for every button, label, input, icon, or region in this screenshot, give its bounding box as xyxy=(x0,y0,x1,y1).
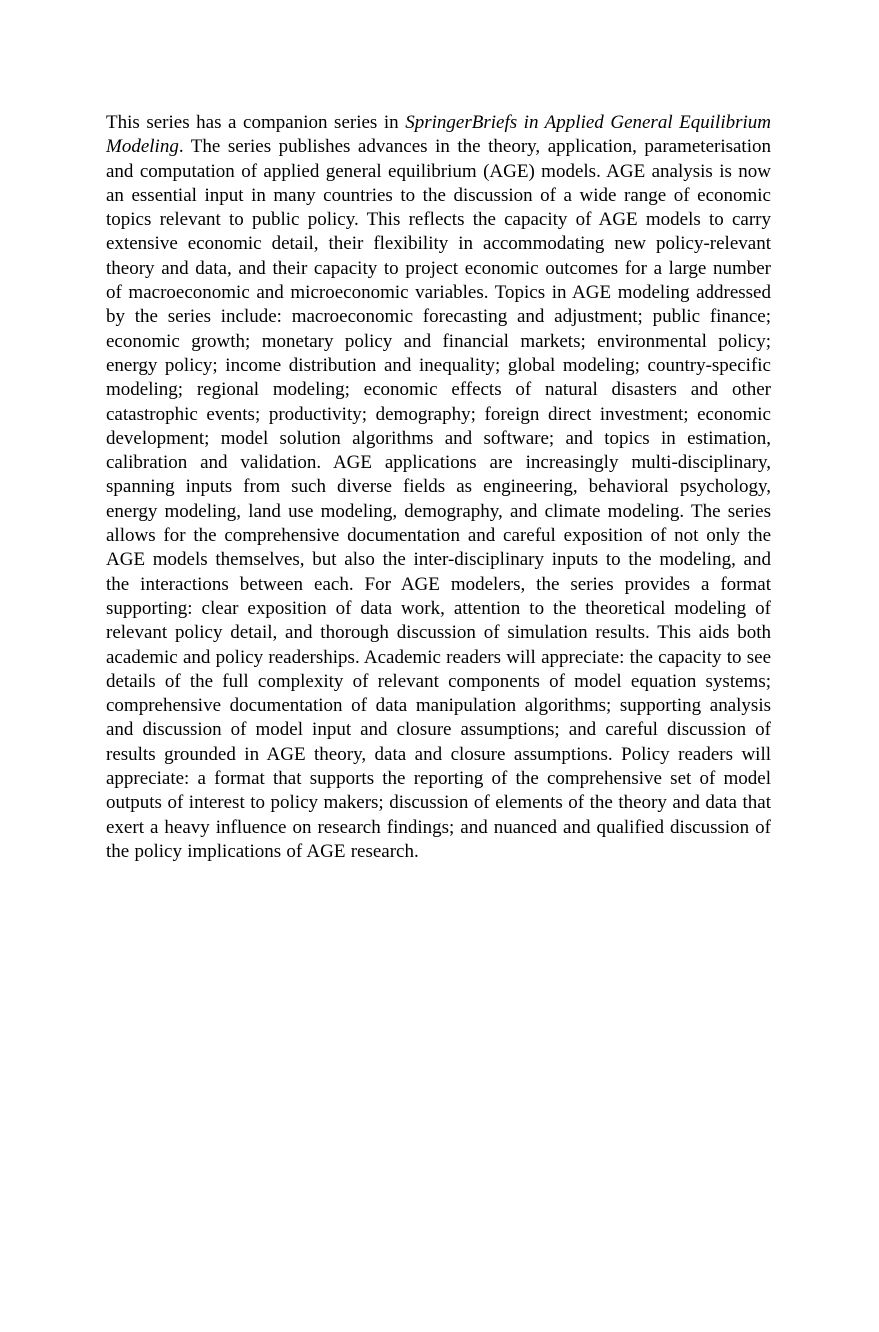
series-title-italic: SpringerBriefs in Applied General Equilibrium Modeling xyxy=(106,112,772,158)
series-description-block xyxy=(106,111,771,864)
paragraph-lead-text: This series has a companion series in xyxy=(106,112,406,133)
paragraph-body-text: . The series publishes advances in the theory, application, parameterisation and computation of applied general equilibrium (AGE) models. AGE analysis is now an essential input in many countries to the discussion of a wide range of economic topics relevant to public policy. This reflects the capacity of AGE models to carry extensive economic detail, their flexibility in accommodating new policy-relevant theory and data, and their capacity to project economic outcomes for a large number of macroeconomic and microeconomic variables. Topics in AGE modeling addressed by the series include: macroeconomic forecasting and adjustment; public finance; economic growth; monetary policy and financial markets; environmental policy; energy policy; income distribution and inequality; global modeling; country-specific modeling; regional modeling; economic effects of natural disasters and other catastrophic events; productivity; demography; foreign direct investment; economic development; model solution algorithms and software; and topics in estimation, calibration and validation. AGE applications are increasingly multi-disciplinary, spanning inputs from such diverse fields as engineering, behavioral psychology, energy modeling, land use modeling, demography, and climate modeling. The series allows for the comprehensive documentation and careful exposition of not only the AGE models themselves, but also the inter-disciplinary inputs to the modeling, and the interactions between each. For AGE modelers, the series provides a format supporting: clear exposition of data work, attention to the theoretical modeling of relevant policy detail, and thorough discussion of simulation results. This aids both academic and policy readerships. Academic readers will appreciate: the capacity to see details of the full complexity of relevant components of model equation systems; comprehensive documentation of data manipulation algorithms; supporting analysis and discussion of model input and closure assumptions; and careful discussion of results grounded in AGE theory, data and closure assumptions. Policy readers will appreciate: a format that supports the reporting of the comprehensive set of model outputs of interest to policy makers; discussion of elements of the theory and data that exert a heavy influence on research findings; and nuanced and qualified discussion of the policy implications of AGE research. xyxy=(106,136,771,862)
series-description-paragraph xyxy=(106,111,771,864)
